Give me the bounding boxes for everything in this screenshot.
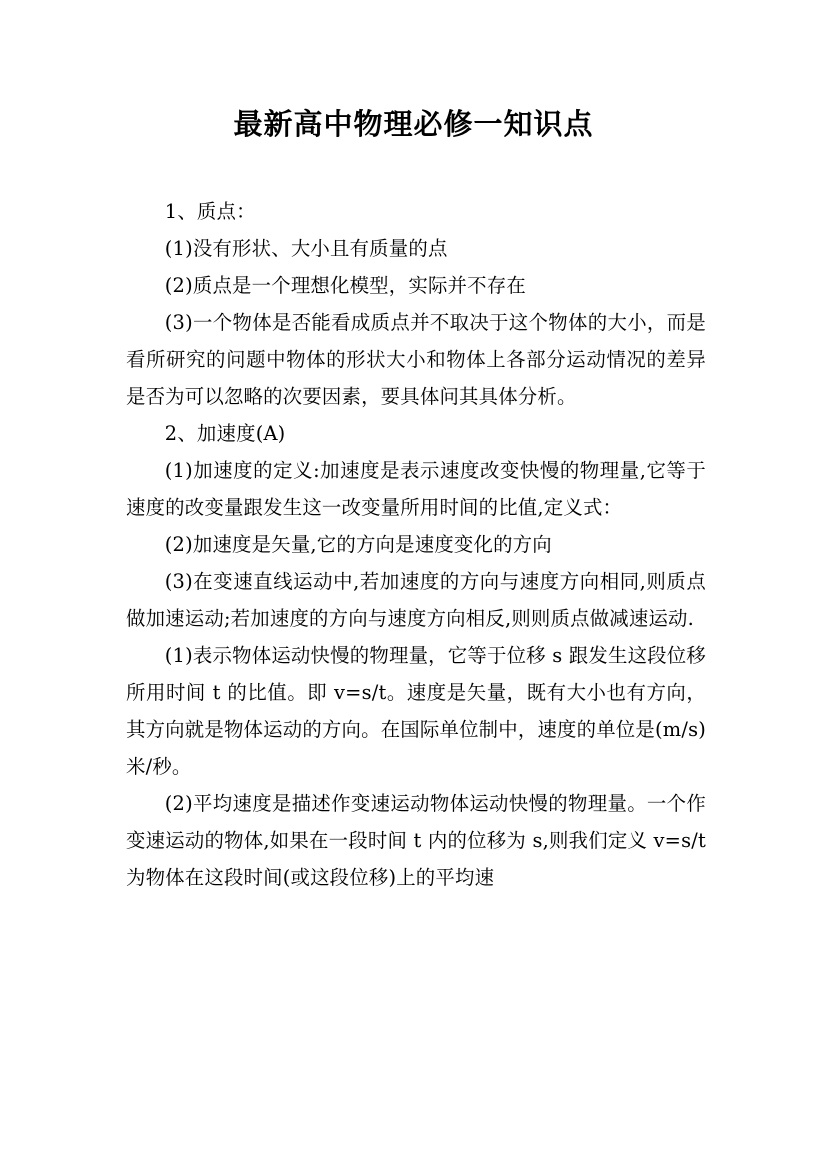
paragraph-point-1-1: (1)没有形状、大小且有质量的点 — [164, 237, 448, 260]
paragraph-point-2-3: (3)在变速直线运动中,若加速度的方向与速度方向相同,则质点做加速运动;若加速度的方向与速度方向相反,则则质点做减速运动. — [126, 570, 706, 630]
paragraph-point-2-1: (1)加速度的定义:加速度是表示速度改变快慢的物理量,它等于速度的改变量跟发生这一改变量所用时间的比值,定义式： — [126, 459, 706, 519]
paragraph-section-1-heading: 1、质点： — [164, 200, 256, 223]
document-title: 最新高中物理必修一知识点 — [233, 107, 594, 141]
paragraph-velocity-1: (1)表示物体运动快慢的物理量，它等于位移 s 跟发生这段位移所用时间 t 的比值。即 v=s/t。速度是矢量，既有大小也有方向，其方向就是物体运动的方向。在国际单位制中，速度的单位是(m/s)米/秒。 — [126, 644, 706, 778]
paragraph-point-1-3: (3)一个物体是否能看成质点并不取决于这个物体的大小，而是看所研究的问题中物体的形状大小和物体上各部分运动情况的差异是否为可以忽略的次要因素，要具体问其具体分析。 — [126, 311, 706, 408]
paragraph-point-2-2: (2)加速度是矢量,它的方向是速度变化的方向 — [164, 533, 552, 556]
paragraph-velocity-2: (2)平均速度是描述作变速运动物体运动快慢的物理量。一个作变速运动的物体,如果在一段时间 t 内的位移为 s,则我们定义 v=s/t 为物体在这段时间(或这段位移)上的平均速 — [126, 792, 706, 889]
paragraph-point-1-2: (2)质点是一个理想化模型，实际并不存在 — [164, 274, 526, 297]
document-body — [126, 193, 706, 896]
paragraph-section-2-heading: 2、加速度(A) — [164, 422, 286, 445]
